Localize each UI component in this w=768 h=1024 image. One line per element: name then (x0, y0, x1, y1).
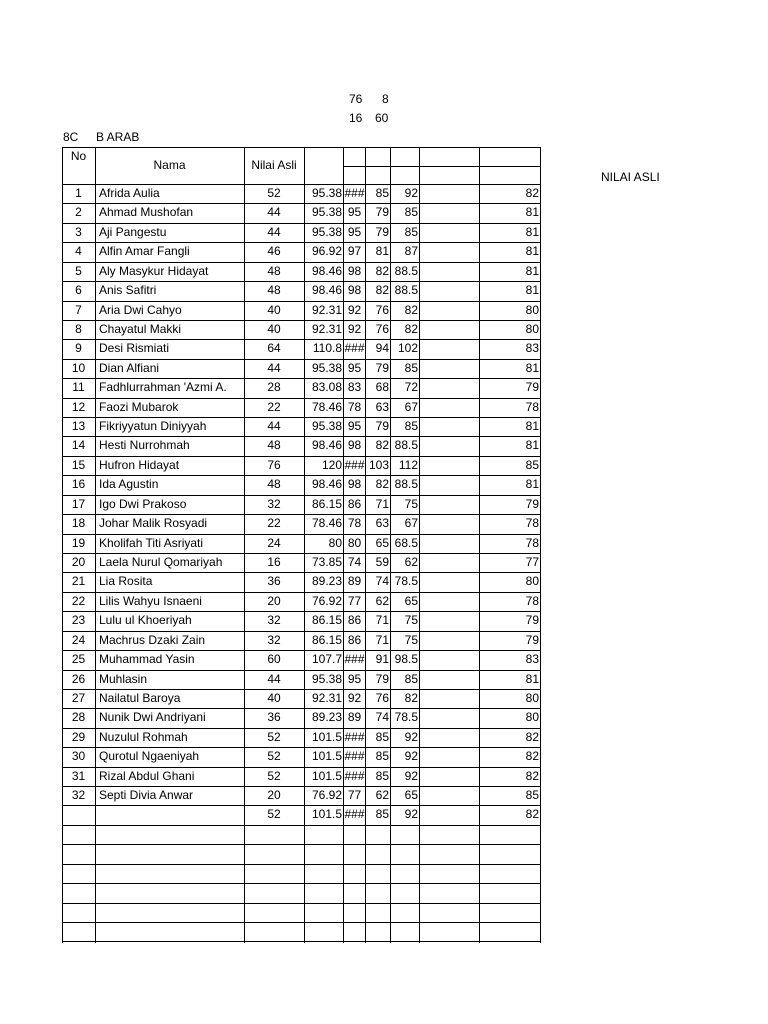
row-value-5: 89 (347, 574, 362, 588)
row-name: Ahmad Mushofan (99, 205, 194, 219)
row-value-6: 65 (375, 536, 389, 550)
row-nilai-asli: 20 (267, 788, 281, 802)
row-value-5: ### (344, 341, 365, 355)
row-name: Fikriyyatun Diniyyah (99, 419, 207, 433)
row-value-5: 98 (347, 438, 362, 452)
grade-table (62, 147, 541, 943)
row-no: 27 (71, 691, 86, 705)
row-value-7: 75 (404, 633, 418, 647)
row-value-6: 79 (375, 361, 389, 375)
row-value-9: 78 (525, 516, 539, 530)
header-no: No (70, 149, 87, 163)
row-value-6: 79 (375, 419, 389, 433)
grid-row-line (62, 903, 541, 904)
row-value-9: 81 (525, 361, 539, 375)
row-value-7: 88.5 (394, 264, 418, 278)
row-no: 21 (71, 574, 86, 588)
row-no: 4 (75, 244, 82, 258)
row-value-4: 98.46 (311, 283, 342, 297)
row-value-4: 89.23 (311, 574, 342, 588)
row-value-6: 71 (375, 497, 389, 511)
row-value-4: 95.38 (311, 205, 342, 219)
row-name: Ida Agustin (99, 477, 159, 491)
class-label: 8C (63, 130, 79, 144)
row-value-9: 85 (525, 788, 539, 802)
row-value-7: 78.5 (394, 710, 418, 724)
row-value-5: 95 (347, 225, 362, 239)
row-value-9: 81 (525, 283, 539, 297)
row-no: 8 (75, 322, 82, 336)
row-nilai-asli: 76 (267, 458, 281, 472)
row-value-7: 62 (404, 555, 418, 569)
row-value-6: 68 (375, 380, 389, 394)
row-value-9: 80 (525, 710, 539, 724)
row-value-9: 79 (525, 380, 539, 394)
row-value-9: 81 (525, 477, 539, 491)
row-value-7: 67 (404, 516, 418, 530)
row-no: 15 (71, 458, 86, 472)
row-value-4: 78.46 (311, 400, 342, 414)
top-value-r1b: 8 (382, 92, 389, 106)
row-value-6: 71 (375, 633, 389, 647)
row-name: Kholifah Titi Asriyati (99, 536, 204, 550)
row-value-9: 79 (525, 497, 539, 511)
row-value-7: 82 (404, 303, 418, 317)
row-value-5: 95 (347, 672, 362, 686)
row-no (62, 805, 95, 824)
row-name: Aji Pangestu (99, 225, 167, 239)
row-value-6: 74 (375, 574, 389, 588)
row-value-9: 80 (525, 691, 539, 705)
row-value-5: 86 (347, 613, 362, 627)
row-value-6: 62 (375, 594, 389, 608)
header-name: Nama (153, 158, 186, 172)
row-value-5: 98 (347, 283, 362, 297)
row-name: Lilis Wahyu Isnaeni (99, 594, 202, 608)
row-value-4: 95.38 (311, 186, 342, 200)
row-value-7: 75 (404, 497, 418, 511)
row-value-9: 81 (525, 419, 539, 433)
row-no: 30 (71, 749, 86, 763)
row-nilai-asli: 52 (267, 749, 281, 763)
row-value-5: 86 (347, 497, 362, 511)
row-value-9: 85 (525, 458, 539, 472)
row-nilai-asli: 52 (267, 807, 281, 821)
row-value-6: 85 (375, 807, 389, 821)
row-nilai-asli: 36 (267, 574, 281, 588)
row-value-6: 76 (375, 303, 389, 317)
row-value-9: 83 (525, 652, 539, 666)
row-value-7: 68.5 (394, 536, 418, 550)
row-no: 29 (71, 730, 86, 744)
row-no: 5 (75, 264, 82, 278)
row-name: Faozi Mubarok (99, 400, 179, 414)
row-value-5: 74 (347, 555, 362, 569)
row-value-7: 85 (404, 225, 418, 239)
row-no: 14 (71, 438, 86, 452)
row-value-7: 88.5 (394, 283, 418, 297)
row-value-7: 92 (404, 730, 418, 744)
row-name: Nuzulul Rohmah (99, 730, 188, 744)
row-value-7: 92 (404, 769, 418, 783)
row-value-5: 97 (347, 244, 362, 258)
row-name: Fadhlurrahman 'Azmi A. (99, 380, 227, 394)
row-value-7: 98.5 (394, 652, 418, 666)
row-value-6: 79 (375, 205, 389, 219)
row-value-4: 92.31 (311, 691, 342, 705)
row-value-9: 82 (525, 807, 539, 821)
row-name: Lia Rosita (99, 574, 153, 588)
row-value-6: 91 (375, 652, 389, 666)
row-value-6: 103 (368, 458, 389, 472)
row-value-5: ### (344, 807, 365, 821)
row-name: Muhammad Yasin (99, 652, 195, 666)
row-nilai-asli: 48 (267, 283, 281, 297)
row-value-7: 65 (404, 788, 418, 802)
row-value-7: 85 (404, 419, 418, 433)
row-value-4: 120 (321, 458, 342, 472)
row-value-9: 77 (525, 555, 539, 569)
row-value-4: 78.46 (311, 516, 342, 530)
row-value-6: 63 (375, 400, 389, 414)
row-value-4: 101.5 (311, 807, 342, 821)
row-name: Hufron Hidayat (99, 458, 180, 472)
row-value-4: 86.15 (311, 633, 342, 647)
row-name: Johar Malik Rosyadi (99, 516, 208, 530)
row-nilai-asli: 32 (267, 633, 281, 647)
row-value-9: 78 (525, 400, 539, 414)
row-value-5: ### (344, 652, 365, 666)
row-value-5: 77 (347, 788, 362, 802)
row-value-4: 86.15 (311, 613, 342, 627)
row-value-6: 71 (375, 613, 389, 627)
row-value-4: 73.85 (311, 555, 342, 569)
row-value-7: 92 (404, 807, 418, 821)
row-no: 6 (75, 283, 82, 297)
row-value-7: 85 (404, 672, 418, 686)
row-value-4: 83.08 (311, 380, 342, 394)
row-value-7: 88.5 (394, 438, 418, 452)
row-value-5: 95 (347, 361, 362, 375)
row-no: 13 (71, 419, 86, 433)
row-value-9: 81 (525, 225, 539, 239)
row-value-6: 82 (375, 477, 389, 491)
row-value-5: 92 (347, 691, 362, 705)
grid-row-line (62, 922, 541, 923)
row-value-9: 78 (525, 536, 539, 550)
row-no: 25 (71, 652, 86, 666)
row-nilai-asli: 40 (267, 303, 281, 317)
row-no: 7 (75, 303, 82, 317)
row-value-7: 102 (397, 341, 418, 355)
row-no: 18 (71, 516, 86, 530)
row-value-6: 62 (375, 788, 389, 802)
row-value-9: 82 (525, 769, 539, 783)
row-value-6: 79 (375, 672, 389, 686)
row-value-9: 82 (525, 749, 539, 763)
row-value-5: ### (344, 749, 365, 763)
row-nilai-asli: 48 (267, 438, 281, 452)
top-value-r2b: 60 (375, 111, 389, 125)
row-value-5: ### (344, 769, 365, 783)
row-value-5: 78 (347, 516, 362, 530)
row-name: Rizal Abdul Ghani (99, 769, 195, 783)
row-value-7: 75 (404, 613, 418, 627)
row-value-4: 107.7 (311, 652, 342, 666)
row-value-4: 76.92 (311, 788, 342, 802)
grid-col-line (419, 147, 420, 943)
row-value-5: 80 (347, 536, 362, 550)
row-value-9: 81 (525, 205, 539, 219)
row-nilai-asli: 52 (267, 730, 281, 744)
row-name: Chayatul Makki (99, 322, 182, 336)
subject-label: B ARAB (96, 130, 140, 144)
row-value-4: 95.38 (311, 419, 342, 433)
row-name (99, 805, 244, 824)
row-name: Dian Alfiani (99, 361, 160, 375)
grid-col-line (540, 147, 541, 943)
row-no: 19 (71, 536, 86, 550)
row-value-9: 79 (525, 633, 539, 647)
row-value-5: 92 (347, 303, 362, 317)
row-value-6: 59 (375, 555, 389, 569)
row-value-5: ### (344, 458, 365, 472)
row-value-6: 82 (375, 264, 389, 278)
row-value-6: 76 (375, 322, 389, 336)
row-value-9: 81 (525, 244, 539, 258)
row-no: 3 (75, 225, 82, 239)
row-value-7: 92 (404, 186, 418, 200)
row-nilai-asli: 44 (267, 205, 281, 219)
row-value-6: 85 (375, 730, 389, 744)
row-value-4: 80 (328, 536, 342, 550)
grid-row-line (62, 883, 541, 884)
row-nilai-asli: 28 (267, 380, 281, 394)
row-value-5: 78 (347, 400, 362, 414)
row-nilai-asli: 48 (267, 264, 281, 278)
row-value-7: 72 (404, 380, 418, 394)
row-nilai-asli: 32 (267, 497, 281, 511)
row-no: 2 (75, 205, 82, 219)
row-value-7: 88.5 (394, 477, 418, 491)
row-nilai-asli: 44 (267, 225, 281, 239)
row-value-4: 110.8 (312, 341, 342, 355)
row-value-6: 76 (375, 691, 389, 705)
row-no: 22 (71, 594, 86, 608)
row-nilai-asli: 20 (267, 594, 281, 608)
header-nilai-asli: Nilai Asli (251, 158, 297, 172)
row-value-7: 112 (398, 458, 418, 472)
row-no: 10 (71, 361, 86, 375)
row-no: 1 (75, 186, 82, 200)
row-value-4: 101.5 (311, 749, 342, 763)
row-value-4: 98.46 (311, 477, 342, 491)
row-name: Desi Rismiati (99, 341, 170, 355)
row-value-4: 89.23 (311, 710, 342, 724)
grid-row-line (62, 844, 541, 845)
row-name: Qurotul Ngaeniyah (99, 749, 200, 763)
row-value-5: 77 (347, 594, 362, 608)
row-value-9: 80 (525, 303, 539, 317)
grid-row-line (62, 941, 541, 942)
row-no: 11 (72, 380, 85, 394)
row-no: 26 (71, 672, 86, 686)
row-nilai-asli: 40 (267, 322, 281, 336)
row-value-9: 79 (525, 613, 539, 627)
row-no: 28 (71, 710, 86, 724)
row-nilai-asli: 60 (267, 652, 281, 666)
row-name: Aria Dwi Cahyo (99, 303, 182, 317)
row-value-5: 98 (347, 264, 362, 278)
row-name: Nailatul Baroya (99, 691, 181, 705)
row-value-5: 92 (347, 322, 362, 336)
row-value-4: 95.38 (311, 672, 342, 686)
row-nilai-asli: 48 (267, 477, 281, 491)
row-value-5: 98 (347, 477, 362, 491)
row-name: Septi Divia Anwar (99, 788, 194, 802)
row-no: 16 (71, 477, 86, 491)
row-no: 31 (71, 769, 86, 783)
row-value-6: 85 (375, 749, 389, 763)
row-value-7: 85 (404, 205, 418, 219)
row-name: Machrus Dzaki Zain (99, 633, 206, 647)
row-value-5: 83 (347, 380, 362, 394)
row-value-5: ### (344, 730, 365, 744)
row-value-5: 95 (347, 419, 362, 433)
row-nilai-asli: 40 (267, 691, 281, 705)
row-no: 32 (71, 788, 86, 802)
row-value-4: 86.15 (311, 497, 342, 511)
row-value-9: 81 (525, 264, 539, 278)
row-value-6: 82 (375, 438, 389, 452)
row-value-4: 98.46 (311, 264, 342, 278)
row-value-4: 98.46 (311, 438, 342, 452)
grid-row-line (343, 166, 541, 167)
row-value-4: 76.92 (311, 594, 342, 608)
grid-row-line (62, 147, 541, 148)
row-value-7: 82 (404, 322, 418, 336)
row-nilai-asli: 64 (267, 341, 281, 355)
row-value-9: 80 (525, 574, 539, 588)
row-value-6: 82 (375, 283, 389, 297)
row-value-5: 89 (347, 710, 362, 724)
row-value-9: 83 (525, 341, 539, 355)
row-value-7: 65 (404, 594, 418, 608)
row-name: Anis Safitri (99, 283, 157, 297)
row-value-6: 81 (375, 244, 389, 258)
row-value-6: 94 (375, 341, 389, 355)
side-title: NILAI ASLI (601, 170, 660, 184)
row-no: 24 (71, 633, 86, 647)
row-name: Nunik Dwi Andriyani (99, 710, 206, 724)
row-no: 9 (75, 341, 82, 355)
row-name: Hesti Nurrohmah (99, 438, 190, 452)
row-nilai-asli: 46 (267, 244, 281, 258)
top-value-r2a: 16 (349, 111, 363, 125)
row-nilai-asli: 44 (267, 672, 281, 686)
row-value-4: 95.38 (311, 225, 342, 239)
row-value-9: 82 (525, 730, 539, 744)
row-value-9: 81 (525, 672, 539, 686)
row-nilai-asli: 52 (267, 769, 281, 783)
row-value-7: 78.5 (394, 574, 418, 588)
row-no: 20 (71, 555, 86, 569)
row-nilai-asli: 16 (267, 555, 281, 569)
row-nilai-asli: 22 (267, 516, 281, 530)
row-value-4: 96.92 (311, 244, 342, 258)
grid-row-line (62, 864, 541, 865)
row-nilai-asli: 32 (267, 613, 281, 627)
grid-col-line (95, 147, 96, 943)
row-value-6: 85 (375, 186, 389, 200)
row-name: Afrida Aulia (99, 186, 160, 200)
row-value-4: 101.5 (311, 769, 342, 783)
row-name: Aly Masykur Hidayat (99, 264, 209, 278)
row-name: Muhlasin (99, 672, 148, 686)
row-value-4: 95.38 (311, 361, 342, 375)
row-no: 17 (71, 497, 86, 511)
row-value-9: 78 (525, 594, 539, 608)
row-name: Igo Dwi Prakoso (99, 497, 187, 511)
row-no: 12 (71, 400, 86, 414)
row-value-4: 92.31 (311, 303, 342, 317)
row-value-9: 81 (525, 438, 539, 452)
row-nilai-asli: 44 (267, 419, 281, 433)
row-nilai-asli: 52 (267, 186, 281, 200)
row-value-7: 85 (404, 361, 418, 375)
row-name: Lulu ul Khoeriyah (99, 613, 192, 627)
row-value-6: 63 (375, 516, 389, 530)
row-value-7: 67 (404, 400, 418, 414)
row-value-9: 82 (525, 186, 539, 200)
row-name: Alfin Amar Fangli (99, 244, 190, 258)
row-value-6: 79 (375, 225, 389, 239)
row-value-5: ### (344, 186, 365, 200)
row-value-5: 95 (347, 205, 362, 219)
row-value-4: 101.5 (311, 730, 342, 744)
row-value-4: 92.31 (311, 322, 342, 336)
row-name: Laela Nurul Qomariyah (99, 555, 223, 569)
row-nilai-asli: 22 (267, 400, 281, 414)
top-value-r1a: 76 (349, 92, 363, 106)
row-value-7: 87 (404, 244, 418, 258)
row-nilai-asli: 24 (267, 536, 281, 550)
row-value-7: 92 (404, 749, 418, 763)
row-value-6: 74 (375, 710, 389, 724)
row-nilai-asli: 44 (267, 361, 281, 375)
row-value-6: 85 (375, 769, 389, 783)
row-nilai-asli: 36 (267, 710, 281, 724)
row-no: 23 (71, 613, 86, 627)
row-value-7: 82 (404, 691, 418, 705)
row-value-9: 80 (525, 322, 539, 336)
row-value-5: 86 (347, 633, 362, 647)
grid-row-line (62, 825, 541, 826)
